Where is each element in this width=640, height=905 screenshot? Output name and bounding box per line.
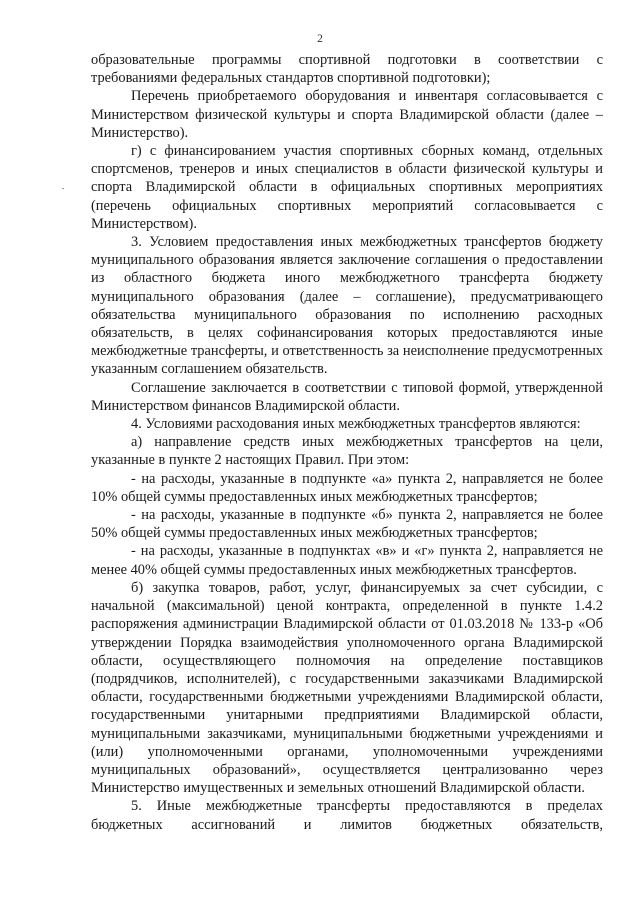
paragraph: г) с финансированием участия спортивных сборных команд, отдельных спортсменов, тренеров и иных специалистов в области физической культуры и спорта Владимирской области в официальных спортивных мероприятиях (перечень официальных спортивных мероприятий согласовывается с Министерством).: [91, 143, 603, 232]
paragraph: 4. Условиями расходования иных межбюджетных трансфертов являются:: [131, 416, 581, 433]
paragraph: Соглашение заключается в соответствии с типовой формой, утвержденной Министерством финансов Владимирской области.: [91, 379, 603, 414]
paragraph: Перечень приобретаемого оборудования и инвентаря согласовывается с Министерством физической культуры и спорта Владимирской области (далее – Министерство).: [91, 88, 603, 141]
paragraph: 5. Иные межбюджетные трансферты предоставляются в пределах бюджетных ассигнований и лимитов бюджетных обязательств,: [91, 798, 603, 833]
paragraph: 3. Условием предоставления иных межбюджетных трансфертов бюджету муниципального образования является заключение соглашения о предоставлении из областного бюджета иного межбюджетного трансферта бюджету муниципального образования (далее – соглашение), предусматривающего обязательства муниципального образования по исполнению расходных обязательств, в целях софинансирования которых предоставляются иные межбюджетные трансферты, и ответственность за неисполнение предусмотренных указанным соглашением обязательств.: [91, 234, 603, 378]
document-body: [91, 51, 603, 834]
paragraph: б) закупка товаров, работ, услуг, финансируемых за счет субсидии, с начальной (максимальной) ценой контракта, определенной в пункте 1.4.2 распоряжения администрации Владимирской области от 01.03.2018 № 133-р «Об утверждении Порядка взаимодействия уполномоченного органа Владимирской области, осуществляющего полномочия на определение поставщиков (подрядчиков, исполнителей), с государственными заказчиками Владимирской области, государственными бюджетными учреждениями Владимирской области, государственными унитарными предприятиями Владимирской области, муниципальными заказчиками, муниципальными бюджетными учреждениями и (или) уполномоченными органами, уполномоченными учреждениями муниципальных образований», осуществляется централизованно через Министерство имущественных и земельных отношений Владимирской области.: [91, 579, 603, 797]
page-number: 2: [317, 33, 323, 45]
paragraph: образовательные программы спортивной подготовки в соответствии с требованиями федеральных стандартов спортивной подготовки);: [91, 52, 603, 87]
paragraph: - на расходы, указанные в подпункте «а» пункта 2, направляется не более 10% общей суммы предоставленных иных межбюджетных трансфертов;: [91, 470, 603, 505]
paragraph: а) направление средств иных межбюджетных трансфертов на цели, указанные в пункте 2 настоящих Правил. При этом:: [91, 434, 603, 469]
paragraph: - на расходы, указанные в подпункте «б» пункта 2, направляется не более 50% общей суммы предоставленных иных межбюджетных трансфертов;: [91, 507, 603, 542]
paragraph: - на расходы, указанные в подпунктах «в» и «г» пункта 2, направляется не менее 40% общей суммы предоставленных иных межбюджетных трансфертов.: [91, 543, 603, 578]
margin-mark: [62, 188, 64, 189]
